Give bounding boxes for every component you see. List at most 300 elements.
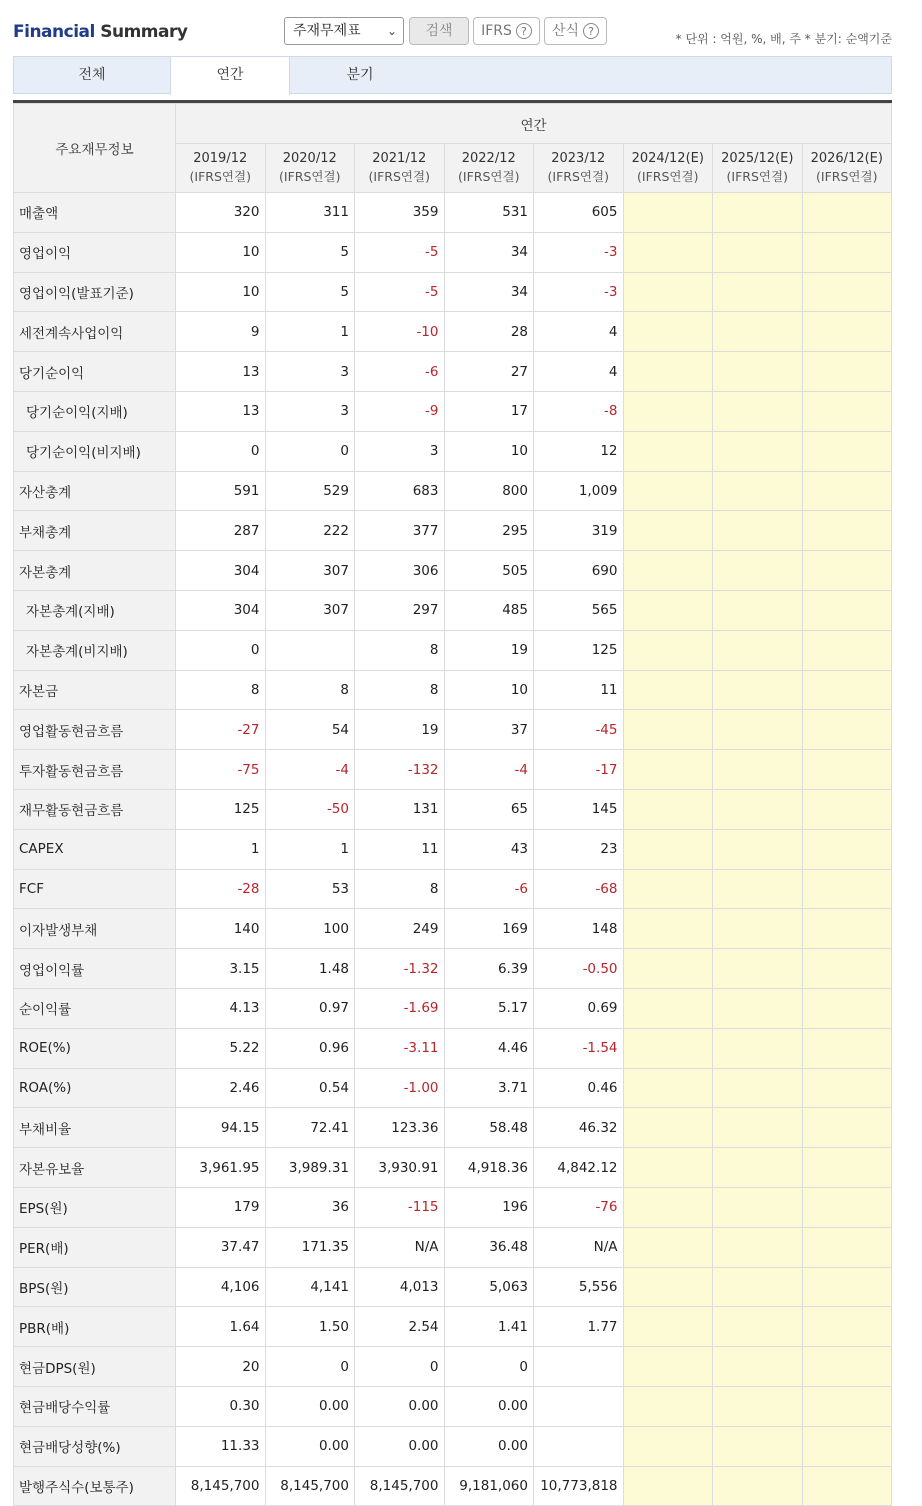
table-cell: -0.50	[534, 949, 624, 989]
table-cell: 1.48	[265, 949, 355, 989]
row-label: 부채총계	[14, 511, 176, 551]
row-label: BPS(원)	[14, 1267, 176, 1307]
table-cell: 72.41	[265, 1108, 355, 1148]
table-cell: 307	[265, 551, 355, 591]
table-cell: -27	[176, 710, 266, 750]
table-cell	[802, 590, 892, 630]
table-row	[14, 590, 892, 630]
table-cell	[713, 1187, 803, 1227]
row-label: 세전계속사업이익	[14, 312, 176, 352]
row-label: 자산총계	[14, 471, 176, 511]
table-cell	[802, 710, 892, 750]
table-cell	[623, 869, 713, 909]
table-cell	[802, 511, 892, 551]
column-period: 2020/12	[282, 151, 337, 166]
page-title	[13, 22, 187, 42]
table-cell	[713, 869, 803, 909]
table-cell: 0	[444, 1347, 534, 1387]
table-cell: 0	[265, 1347, 355, 1387]
table-cell	[713, 551, 803, 591]
table-cell: 0.00	[444, 1386, 534, 1426]
table-cell: -132	[355, 750, 445, 790]
table-cell	[802, 869, 892, 909]
table-cell	[623, 988, 713, 1028]
table-cell: 8	[265, 670, 355, 710]
table-cell	[623, 511, 713, 551]
table-cell: 4	[534, 352, 624, 392]
table-cell: 145	[534, 789, 624, 829]
ifrs-label: IFRS	[481, 23, 512, 39]
table-cell	[713, 1307, 803, 1347]
table-cell: 591	[176, 471, 266, 511]
table-cell: 683	[355, 471, 445, 511]
table-cell: -68	[534, 869, 624, 909]
table-cell	[534, 1386, 624, 1426]
table-row	[14, 1267, 892, 1307]
row-label: 영업이익(발표기준)	[14, 272, 176, 312]
table-cell: 320	[176, 193, 266, 233]
table-cell	[802, 630, 892, 670]
table-cell: 3.71	[444, 1068, 534, 1108]
column-header	[802, 144, 892, 193]
table-cell: 4,106	[176, 1267, 266, 1307]
table-cell	[802, 1466, 892, 1506]
table-cell: 196	[444, 1187, 534, 1227]
tab-1[interactable]: 연간	[170, 57, 290, 95]
table-cell	[713, 471, 803, 511]
table-row	[14, 869, 892, 909]
table-cell	[623, 352, 713, 392]
table-cell: 28	[444, 312, 534, 352]
table-cell	[623, 750, 713, 790]
row-label: CAPEX	[14, 829, 176, 869]
table-row	[14, 431, 892, 471]
table-cell	[623, 1386, 713, 1426]
table-cell: 485	[444, 590, 534, 630]
table-cell: 54	[265, 710, 355, 750]
table-cell	[713, 391, 803, 431]
table-cell	[713, 1227, 803, 1267]
table-cell	[713, 750, 803, 790]
table-cell: 2.46	[176, 1068, 266, 1108]
table-cell	[802, 471, 892, 511]
table-cell	[713, 710, 803, 750]
label-column-header: 주요재무정보	[14, 104, 176, 193]
table-cell	[713, 272, 803, 312]
table-cell	[802, 391, 892, 431]
table-cell	[713, 431, 803, 471]
table-cell: 800	[444, 471, 534, 511]
row-label: 자본총계(비지배)	[14, 630, 176, 670]
table-row	[14, 670, 892, 710]
title-part1: Financial	[13, 22, 95, 42]
row-label: FCF	[14, 869, 176, 909]
table-cell	[534, 1347, 624, 1387]
table-row	[14, 909, 892, 949]
table-cell: 0.97	[265, 988, 355, 1028]
table-cell	[802, 193, 892, 233]
table-cell	[713, 1148, 803, 1188]
table-cell	[802, 1386, 892, 1426]
table-cell: 100	[265, 909, 355, 949]
table-cell: 5.22	[176, 1028, 266, 1068]
table-cell	[623, 949, 713, 989]
table-cell: 1.50	[265, 1307, 355, 1347]
column-period: 2023/12	[551, 151, 606, 166]
table-cell: 9	[176, 312, 266, 352]
table-cell: -3.11	[355, 1028, 445, 1068]
column-header	[713, 144, 803, 193]
table-row	[14, 1187, 892, 1227]
table-cell	[713, 193, 803, 233]
column-period: 2022/12	[461, 151, 516, 166]
table-cell: -3	[534, 232, 624, 272]
table-cell: 37.47	[176, 1227, 266, 1267]
table-cell: -6	[355, 352, 445, 392]
row-label: 당기순이익	[14, 352, 176, 392]
table-cell: 3,930.91	[355, 1148, 445, 1188]
table-cell: 11	[534, 670, 624, 710]
table-cell: 4,141	[265, 1267, 355, 1307]
table-cell: 10	[444, 670, 534, 710]
table-cell	[802, 789, 892, 829]
table-cell	[802, 1267, 892, 1307]
table-cell: 287	[176, 511, 266, 551]
annual-group-header: 연간	[176, 104, 892, 144]
table-cell: 249	[355, 909, 445, 949]
table-cell: -76	[534, 1187, 624, 1227]
table-cell: 3	[265, 352, 355, 392]
table-cell: 148	[534, 909, 624, 949]
column-period: 2025/12(E)	[721, 151, 794, 166]
column-basis: (IFRS연결)	[189, 169, 251, 184]
units-note: * 단위 : 억원, %, 배, 주 * 분기: 순액기준	[675, 32, 892, 46]
table-cell: 4,013	[355, 1267, 445, 1307]
table-cell: 1	[265, 312, 355, 352]
table-cell	[713, 590, 803, 630]
table-cell: 8	[176, 670, 266, 710]
row-label: 당기순이익(비지배)	[14, 431, 176, 471]
table-cell	[713, 511, 803, 551]
table-cell	[802, 551, 892, 591]
table-cell	[623, 1108, 713, 1148]
table-cell	[713, 232, 803, 272]
table-cell: 0.96	[265, 1028, 355, 1068]
table-row	[14, 988, 892, 1028]
table-cell	[623, 1267, 713, 1307]
column-basis: (IFRS연결)	[458, 169, 520, 184]
table-cell	[802, 1426, 892, 1466]
table-cell: 8	[355, 630, 445, 670]
table-cell: 0.54	[265, 1068, 355, 1108]
table-cell: 565	[534, 590, 624, 630]
table-cell: 27	[444, 352, 534, 392]
table-row	[14, 511, 892, 551]
table-cell	[802, 988, 892, 1028]
column-header	[534, 144, 624, 193]
row-label: 재무활동현금흐름	[14, 789, 176, 829]
table-cell: -4	[265, 750, 355, 790]
search-button[interactable]: 검색	[409, 17, 469, 45]
table-cell: 94.15	[176, 1108, 266, 1148]
table-cell: -6	[444, 869, 534, 909]
table-row	[14, 312, 892, 352]
table-cell	[623, 232, 713, 272]
table-row	[14, 471, 892, 511]
table-cell: 690	[534, 551, 624, 591]
table-cell: 531	[444, 193, 534, 233]
table-row	[14, 1466, 892, 1506]
table-cell: 5,556	[534, 1267, 624, 1307]
table-cell: 46.32	[534, 1108, 624, 1148]
table-cell: 23	[534, 829, 624, 869]
formula-help-button[interactable]	[544, 17, 607, 45]
table-row	[14, 630, 892, 670]
table-cell	[713, 1028, 803, 1068]
table-cell: 0.69	[534, 988, 624, 1028]
column-header	[265, 144, 355, 193]
table-cell	[623, 471, 713, 511]
table-cell: -115	[355, 1187, 445, 1227]
table-cell: -75	[176, 750, 266, 790]
table-cell: -17	[534, 750, 624, 790]
table-cell: 311	[265, 193, 355, 233]
table-cell	[623, 312, 713, 352]
table-row	[14, 1068, 892, 1108]
chevron-down-icon: ⌄	[386, 24, 397, 38]
table-row	[14, 232, 892, 272]
table-cell: 319	[534, 511, 624, 551]
row-label: 매출액	[14, 193, 176, 233]
table-cell	[623, 193, 713, 233]
table-row	[14, 1108, 892, 1148]
table-cell: 6.39	[444, 949, 534, 989]
table-cell	[713, 1347, 803, 1387]
table-cell: 9,181,060	[444, 1466, 534, 1506]
table-cell	[623, 272, 713, 312]
table-cell: 36	[265, 1187, 355, 1227]
table-cell	[623, 710, 713, 750]
table-cell	[802, 750, 892, 790]
period-tabs	[13, 56, 892, 94]
table-cell: 0	[265, 431, 355, 471]
table-cell: 4.13	[176, 988, 266, 1028]
table-cell	[802, 1068, 892, 1108]
table-cell	[623, 829, 713, 869]
row-label: EPS(원)	[14, 1187, 176, 1227]
table-cell: 1.64	[176, 1307, 266, 1347]
table-cell: 359	[355, 193, 445, 233]
table-cell: -1.00	[355, 1068, 445, 1108]
table-cell	[623, 670, 713, 710]
table-cell: -4	[444, 750, 534, 790]
table-cell: 295	[444, 511, 534, 551]
table-cell: 8,145,700	[176, 1466, 266, 1506]
table-row	[14, 1028, 892, 1068]
table-cell: 65	[444, 789, 534, 829]
table-cell: 3	[355, 431, 445, 471]
table-cell: 3.15	[176, 949, 266, 989]
table-cell	[713, 1426, 803, 1466]
table-cell: -5	[355, 232, 445, 272]
table-cell: 4.46	[444, 1028, 534, 1068]
tab-2[interactable]: 분기	[346, 67, 374, 83]
table-cell	[623, 789, 713, 829]
table-row	[14, 272, 892, 312]
table-cell	[623, 1347, 713, 1387]
row-label: 순이익률	[14, 988, 176, 1028]
table-cell: 8	[355, 869, 445, 909]
table-cell	[802, 829, 892, 869]
table-cell	[623, 909, 713, 949]
table-cell	[713, 352, 803, 392]
table-cell: 0.00	[444, 1426, 534, 1466]
table-cell: 605	[534, 193, 624, 233]
table-cell	[623, 1187, 713, 1227]
table-cell: 8,145,700	[355, 1466, 445, 1506]
row-label: 자본총계	[14, 551, 176, 591]
table-cell	[713, 949, 803, 989]
table-cell	[623, 1227, 713, 1267]
table-cell: 10	[176, 232, 266, 272]
statement-type-select[interactable]	[284, 17, 404, 45]
table-cell: -9	[355, 391, 445, 431]
row-label: 영업활동현금흐름	[14, 710, 176, 750]
table-cell: 3,961.95	[176, 1148, 266, 1188]
row-label: 자본금	[14, 670, 176, 710]
table-cell	[713, 988, 803, 1028]
column-period: 2024/12(E)	[631, 151, 704, 166]
table-cell: -28	[176, 869, 266, 909]
table-cell	[713, 1068, 803, 1108]
table-cell: 34	[444, 272, 534, 312]
table-cell: 19	[355, 710, 445, 750]
table-cell: 529	[265, 471, 355, 511]
table-cell	[802, 1307, 892, 1347]
row-label: 발행주식수(보통주)	[14, 1466, 176, 1506]
ifrs-help-button[interactable]	[473, 17, 540, 45]
table-row	[14, 789, 892, 829]
tab-0[interactable]: 전체	[78, 67, 106, 83]
table-row	[14, 949, 892, 989]
table-row	[14, 750, 892, 790]
row-label: 현금DPS(원)	[14, 1347, 176, 1387]
table-cell: 0	[176, 431, 266, 471]
table-cell: 304	[176, 590, 266, 630]
table-cell	[802, 1187, 892, 1227]
table-cell: 0.00	[265, 1426, 355, 1466]
table-cell: -1.32	[355, 949, 445, 989]
table-cell: 1	[265, 829, 355, 869]
table-cell: -10	[355, 312, 445, 352]
column-period: 2026/12(E)	[810, 151, 883, 166]
row-label: 영업이익	[14, 232, 176, 272]
table-cell	[802, 431, 892, 471]
table-cell: -3	[534, 272, 624, 312]
table-cell: 4,842.12	[534, 1148, 624, 1188]
table-cell	[802, 1148, 892, 1188]
table-row	[14, 1386, 892, 1426]
table-cell	[713, 630, 803, 670]
table-cell	[534, 1426, 624, 1466]
table-cell	[623, 1466, 713, 1506]
table-row	[14, 551, 892, 591]
row-label: 현금배당수익률	[14, 1386, 176, 1426]
table-cell	[623, 1068, 713, 1108]
row-label: ROA(%)	[14, 1068, 176, 1108]
table-cell: 13	[176, 352, 266, 392]
table-cell: 11	[355, 829, 445, 869]
table-cell	[802, 1347, 892, 1387]
table-cell: 505	[444, 551, 534, 591]
table-cell: 1,009	[534, 471, 624, 511]
table-row	[14, 710, 892, 750]
table-cell: 1.77	[534, 1307, 624, 1347]
row-label: 현금배당성향(%)	[14, 1426, 176, 1466]
table-cell: 34	[444, 232, 534, 272]
statement-type-value: 주재무제표	[293, 23, 361, 39]
column-header	[355, 144, 445, 193]
table-cell: 123.36	[355, 1108, 445, 1148]
table-cell	[713, 1386, 803, 1426]
table-cell	[623, 1148, 713, 1188]
table-cell	[802, 909, 892, 949]
table-cell	[713, 312, 803, 352]
table-cell: -8	[534, 391, 624, 431]
table-cell: 10,773,818	[534, 1466, 624, 1506]
column-header	[176, 144, 266, 193]
table-cell: 0	[355, 1347, 445, 1387]
summary-header	[0, 0, 922, 56]
row-label: PER(배)	[14, 1227, 176, 1267]
table-cell	[623, 551, 713, 591]
table-cell: 1.41	[444, 1307, 534, 1347]
table-cell	[265, 630, 355, 670]
table-cell: 179	[176, 1187, 266, 1227]
table-cell: 5,063	[444, 1267, 534, 1307]
table-cell: 2.54	[355, 1307, 445, 1347]
table-cell: 0.00	[355, 1386, 445, 1426]
table-cell	[713, 1267, 803, 1307]
table-cell: 53	[265, 869, 355, 909]
row-label: 투자활동현금흐름	[14, 750, 176, 790]
table-cell: 3,989.31	[265, 1148, 355, 1188]
table-cell: 169	[444, 909, 534, 949]
table-cell	[802, 670, 892, 710]
column-basis: (IFRS연결)	[279, 169, 341, 184]
table-cell: 43	[444, 829, 534, 869]
column-basis: (IFRS연결)	[637, 169, 699, 184]
table-row	[14, 1148, 892, 1188]
financial-summary-table	[13, 103, 892, 1506]
table-cell	[623, 431, 713, 471]
table-cell	[623, 630, 713, 670]
table-cell: 13	[176, 391, 266, 431]
table-cell	[713, 789, 803, 829]
table-cell	[802, 1028, 892, 1068]
table-cell: 3	[265, 391, 355, 431]
table-row	[14, 1227, 892, 1267]
table-cell	[713, 1108, 803, 1148]
column-period: 2021/12	[372, 151, 427, 166]
row-label: 자본유보율	[14, 1148, 176, 1188]
table-cell: 5.17	[444, 988, 534, 1028]
table-row	[14, 829, 892, 869]
table-cell	[713, 909, 803, 949]
column-basis: (IFRS연결)	[816, 169, 878, 184]
table-cell	[802, 352, 892, 392]
table-row	[14, 1347, 892, 1387]
